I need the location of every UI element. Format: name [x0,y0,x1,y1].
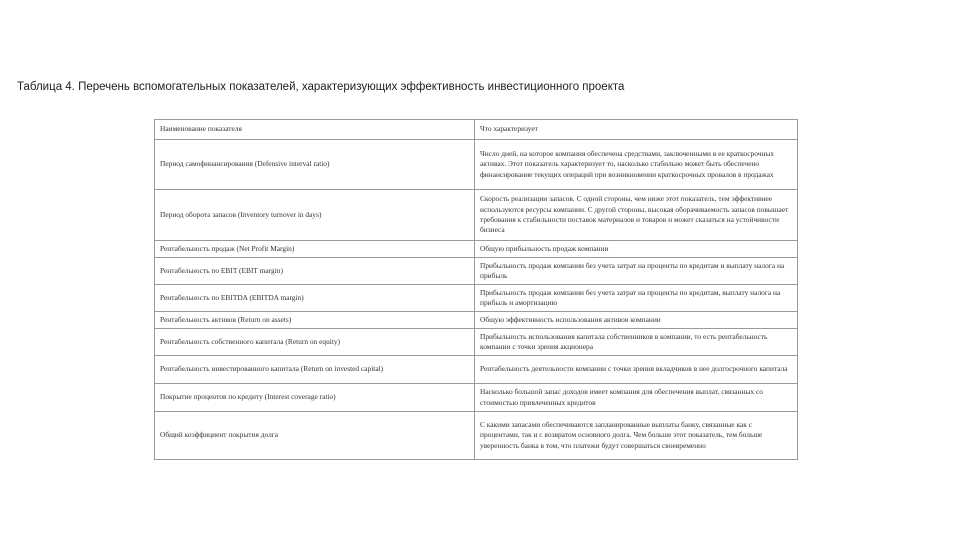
table-row [155,312,798,329]
indicator-description-cell: Общую прибыльность продаж компании [475,241,798,258]
table-row [155,384,798,412]
indicator-name-cell: Покрытие процентов по кредиту (Interest coverage ratio) [155,384,475,412]
indicator-name-cell: Период самофинансирования (Defensive interval ratio) [155,140,475,190]
table-row [155,412,798,460]
indicator-description-cell: Насколько большой запас доходов имеет компания для обеспечения выплат, связанных со стоимостью привлеченных кредитов [475,384,798,412]
indicator-description-cell: Число дней, на которое компания обеспечена средствами, заключенными в ее краткосрочных активах. Этот показатель характеризует то, насколько стабильно может быть обеспечено финансирование текущих операций при возникновении краткосрочных провалов в продажах [475,140,798,190]
indicators-table [154,119,798,460]
table-row [155,140,798,190]
indicator-description-cell: Прибыльность продаж компании без учета затрат на проценты по кредитам и выплату налога на прибыль [475,258,798,285]
table-caption: Таблица 4. Перечень вспомогательных показателей, характеризующих эффективность инвестиционного проекта [17,81,625,93]
indicator-name-cell: Рентабельность инвестированного капитала (Return on invested capital) [155,356,475,384]
indicator-name-cell: Рентабельность по EBIT (EBIT margin) [155,258,475,285]
table-header-row [155,120,798,140]
header-indicator-name: Наименование показателя [155,120,475,140]
indicator-description-cell: Скорость реализации запасов. С одной стороны, чем ниже этот показатель, тем эффективнее используются ресурсы компании. С другой стороны, высокая оборачиваемость запасов повышает требования к стабильности поставок материалов и товаров и может сказаться на устойчивости бизнеса [475,190,798,241]
indicator-name-cell: Общий коэффициент покрытия долга [155,412,475,460]
header-characterizes: Что характеризует [475,120,798,140]
table-row [155,190,798,241]
indicator-name-cell: Рентабельность активов (Return on assets) [155,312,475,329]
indicator-description-cell: Рентабельность деятельности компании с точки зрения вкладчиков в нее долгосрочного капитала [475,356,798,384]
table-row [155,329,798,356]
indicator-description-cell: С какими запасами обеспечиваются запланированные выплаты банку, связанные как с процентами, так и с возвратом основного долга. Чем больше этот показатель, тем больше уверенность банка в том, что платежи будут совершаться своевременно [475,412,798,460]
indicator-name-cell: Период оборота запасов (Inventory turnover in days) [155,190,475,241]
indicator-description-cell: Прибыльность продаж компании без учета затрат на проценты по кредитам, выплату налога на прибыль и амортизацию [475,285,798,312]
table-row [155,258,798,285]
indicator-description-cell: Прибыльность использования капитала собственников в компании, то есть рентабельность компании с точки зрения акционера [475,329,798,356]
table-row [155,356,798,384]
indicator-name-cell: Рентабельность по EBITDA (EBITDA margin) [155,285,475,312]
indicator-name-cell: Рентабельность собственного капитала (Return on equity) [155,329,475,356]
indicator-description-cell: Общую эффективность использования активов компании [475,312,798,329]
table-row [155,241,798,258]
indicator-name-cell: Рентабельность продаж (Net Profit Margin) [155,241,475,258]
table-row [155,285,798,312]
